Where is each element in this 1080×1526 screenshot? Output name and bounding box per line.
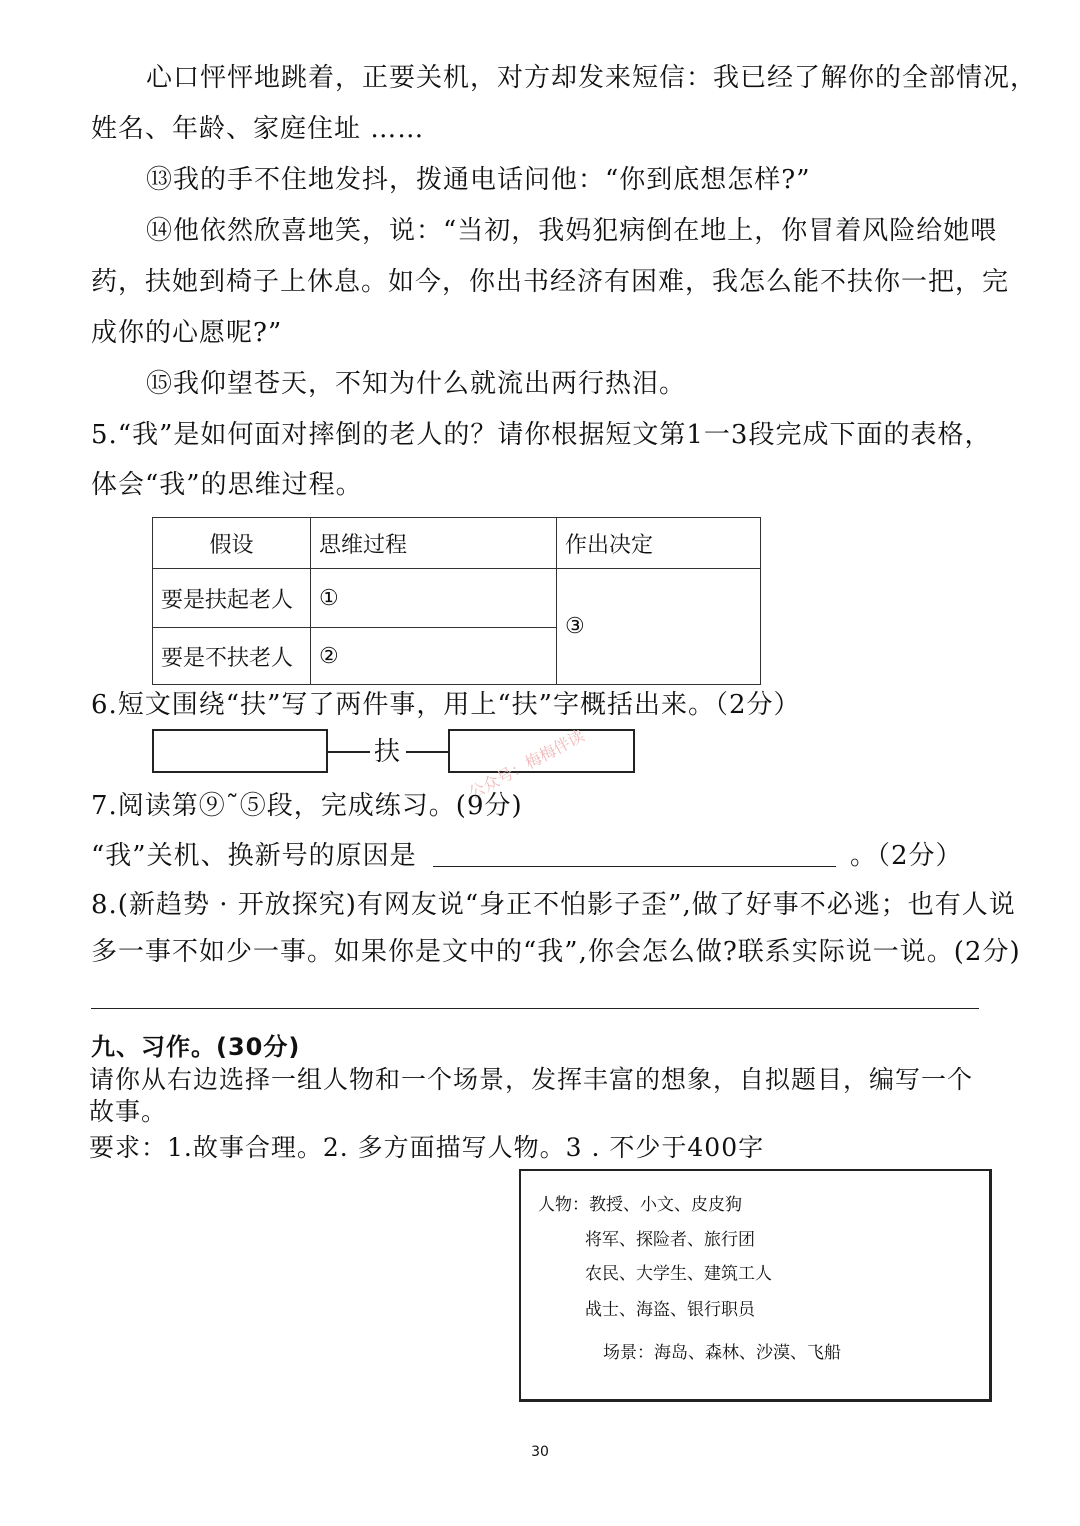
- paragraph-13: ⑬我的手不住地发抖，拨通电话问他：“你到底想怎样?”: [146, 165, 811, 195]
- passage-line: 姓名、年龄、家庭住址 ……: [91, 114, 425, 144]
- question-8-text: 8.(新趋势 · 开放探究)有网友说“身正不怕影子歪”,做了好事不必逃；也有人说: [91, 890, 1016, 920]
- card-line: 战士、海盗、银行职员: [585, 1300, 755, 1320]
- question-6-text: 6.短文围绕“扶”写了两件事，用上“扶”字概括出来。（2分）: [91, 690, 801, 720]
- passage-line: 成你的心愿呢?”: [91, 318, 283, 348]
- answer-box-left[interactable]: [152, 729, 328, 773]
- table-header-assumption: 假设: [153, 518, 311, 569]
- thinking-process-table: [152, 517, 761, 685]
- page-number: 30: [531, 1444, 549, 1460]
- passage-line: 心口怦怦地跳着，正要关机，对方却发来短信：我已经了解你的全部情况，: [146, 63, 1038, 93]
- table-cell-answer-3[interactable]: ③: [557, 569, 761, 685]
- question-8-text: 多一事不如少一事。如果你是文中的“我”,你会怎么做?联系实际说一说。(2分): [91, 937, 1021, 967]
- passage-line: 药，扶她到椅子上休息。如今，你出书经济有困难，我怎么能不扶你一把，完: [91, 267, 1010, 297]
- question-7-score: 。（2分）: [850, 841, 963, 871]
- question-5-text: 体会“我”的思维过程。: [91, 470, 363, 500]
- characters-scenes-card: [519, 1169, 992, 1402]
- table-cell-assumption-2: 要是不扶老人: [153, 628, 311, 685]
- answer-blank-line[interactable]: [433, 866, 836, 867]
- card-line: 农民、大学生、建筑工人: [585, 1264, 772, 1284]
- connector-line: [326, 751, 370, 753]
- question-5-text: 5.“我”是如何面对摔倒的老人的？请你根据短文第1一3段完成下面的表格，: [91, 420, 992, 450]
- section-9-instruction: 请你从右边选择一组人物和一个场景，发挥丰富的想象，自拟题目，编写一个: [89, 1065, 974, 1094]
- answer-line[interactable]: [91, 1008, 979, 1009]
- fu-character: 扶: [374, 737, 402, 767]
- paragraph-14: ⑭他依然欣喜地笑，说：“当初，我妈犯病倒在地上，你冒着风险给她喂: [146, 216, 998, 246]
- section-9-instruction: 故事。: [89, 1097, 168, 1126]
- connector-line: [406, 751, 448, 753]
- paragraph-15: ⑮我仰望苍天，不知为什么就流出两行热泪。: [146, 369, 687, 399]
- card-line: 将军、探险者、旅行团: [585, 1230, 755, 1250]
- section-9-title: 九、习作。(30分): [91, 1033, 301, 1061]
- table-header-decision: 作出决定: [557, 518, 761, 569]
- card-line-characters: 人物：教授、小文、皮皮狗: [538, 1195, 742, 1215]
- section-9-requirements: 要求：1.故事合理。2. 多方面描写人物。3 . 不少于400字: [89, 1133, 765, 1162]
- card-line-scenes: 场景：海岛、森林、沙漠、飞船: [603, 1343, 841, 1363]
- table-cell-answer-1[interactable]: ①: [311, 569, 557, 628]
- question-7-text: 7.阅读第⑨˜⑤段，完成练习。(9分): [91, 791, 523, 821]
- table-header-process: 思维过程: [311, 518, 557, 569]
- question-7-prompt: “我”关机、换新号的原因是: [91, 841, 417, 871]
- table-cell-answer-2[interactable]: ②: [311, 628, 557, 685]
- table-cell-assumption-1: 要是扶起老人: [153, 569, 311, 628]
- watermark: 公众号：梅梅伴读: [465, 725, 588, 803]
